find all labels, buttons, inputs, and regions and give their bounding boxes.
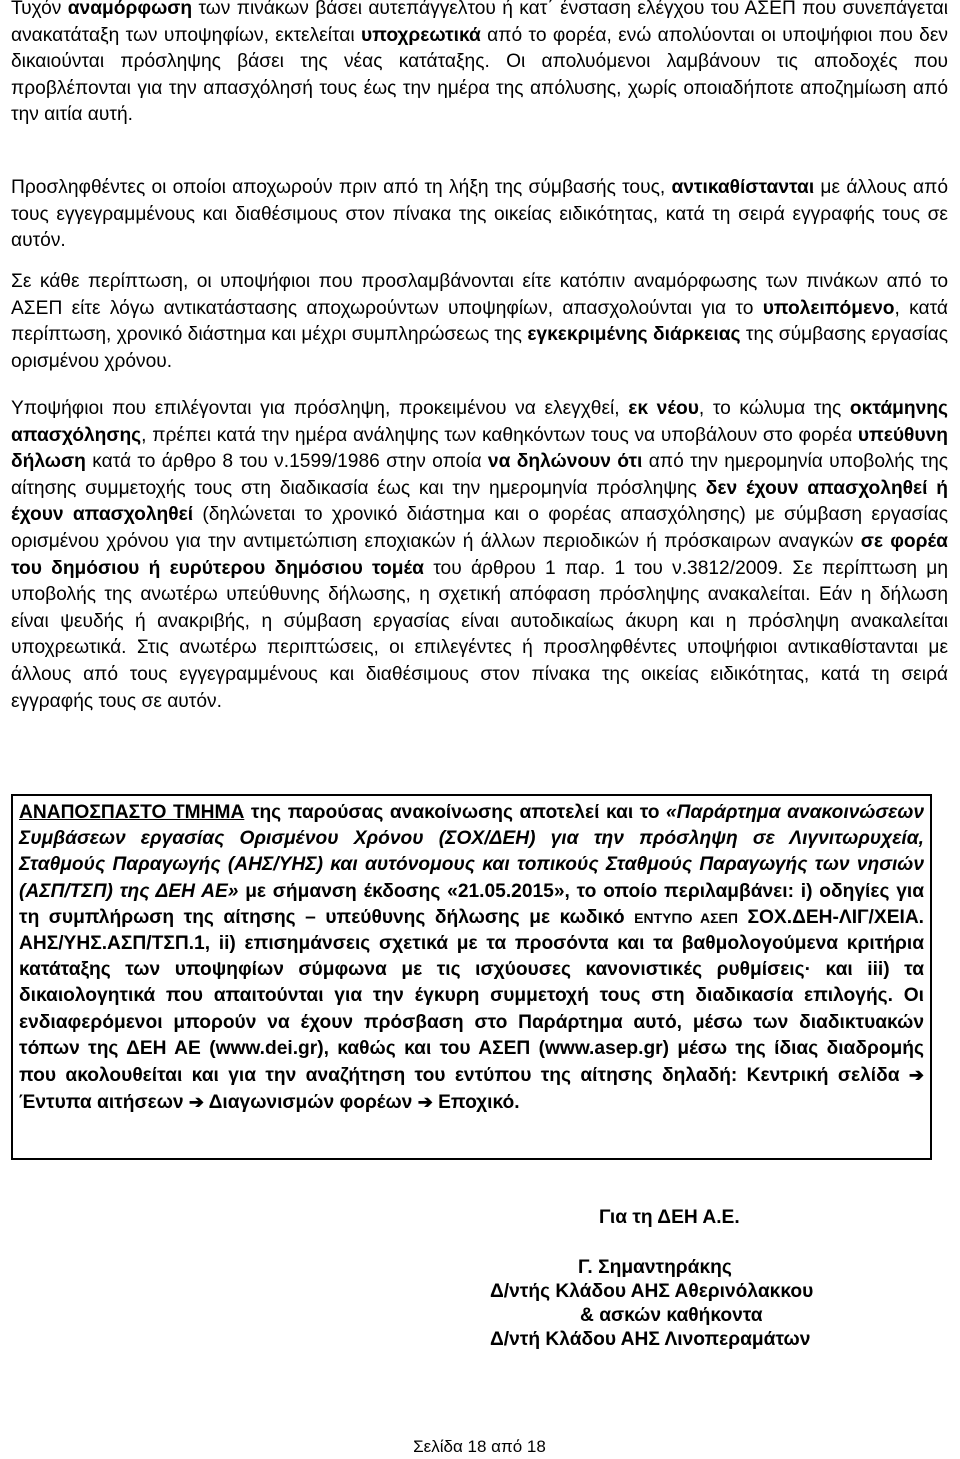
paragraph-solemn-declaration [11, 396, 948, 715]
notice-heading: ΑΝΑΠΟΣΠΑΣΤΟ ΤΜΗΜΑ [19, 802, 245, 823]
bold-text: να δηλώνουν ότι [487, 451, 643, 473]
text: από το φορέα, ενώ απολύονται οι υποψήφιοι που δεν δικαιούνται πρόσληψης βάσει της νέας κατάταξης. Οι απολυόμενοι λαμβάνουν τις αποδοχές που προβλέπονται για την απασχόλησή τους έως την ημέρα της απόλυσης, χωρίς οποιαδήποτε αποζημίωση από την αιτία αυτή. [11, 24, 948, 126]
bold-text: σε φορέα του δημόσιου ή ευρύτερου δημόσιου τομέα [11, 530, 948, 579]
text: Προσληφθέντες οι οποίοι αποχωρούν πριν από τη λήξη της σύμβασής τους, [11, 177, 672, 198]
bold-text: εκ νέου [628, 398, 699, 419]
text: Διαγωνισμών φορέων [204, 1092, 418, 1114]
arrow-right-icon: ➔ [417, 1092, 433, 1113]
arrow-right-icon: ➔ [188, 1092, 204, 1113]
paragraph-replacement [11, 175, 948, 255]
text: Τυχόν [11, 0, 68, 19]
text: , το κώλυμα της [698, 398, 850, 419]
bold-text: υπολειπόμενο [762, 297, 895, 319]
appendix-title: «Παράρτημα ανακοινώσεων Συμβάσεων εργασίας Ορισμένου Χρόνου (ΣΟΧ/ΔΕΗ) για την πρόσληψη σε Λιγνιτωρυχεία, Σταθμούς Παραγωγής (ΑΗΣ/ΥΗΣ) και αυτόνομους και τοπικούς Σταθμούς Παραγωγής των νησιών (ΑΣΠ/ΤΣΠ) της ΔΕΗ ΑΕ» [19, 802, 924, 902]
notice-text [19, 800, 924, 1116]
bold-text: υποχρεωτικά [361, 24, 481, 46]
text: του άρθρου 1 παρ. 1 του ν.3812/2009. Σε περίπτωση μη υποβολής της ανωτέρω υπεύθυνης δήλωσης, η σχετική απόφαση πρόσληψης ανακαλείται. Εάν η δήλωση είναι ψευδής ή ανακριβής, η σύμβαση εργασίας είναι αυτοδικαίως άκυρη και η πρόσληψη ανακαλείται υποχρεωτικά. Στις ανωτέρω περιπτώσεις, οι επιλεγέντες ή προσληφθέντες υποψήφιοι αντικαθίστανται με άλλους από τους εγγεγραμμένους και διαθέσιμους στον πίνακα της οικείας ειδικότητας, κατά τη σειρά εγγραφής τους σε αυτόν. [11, 557, 949, 712]
paragraph-reformation [11, 0, 948, 129]
text: με σήμανση έκδοσης «21.05.2015», το οποίο περιλαμβάνει: i) οδηγίες για τη συμπλήρωση της αίτησης – υπεύθυνης δήλωσης με κωδικό [19, 880, 924, 928]
text: της σύμβασης εργασίας ορισμένου χρόνου. [11, 324, 949, 372]
text: Σε κάθε περίπτωση, οι υποψήφιοι που προσλαμβάνονται είτε κατόπιν αναμόρφωσης των πινάκων από το ΑΣΕΠ είτε λόγω αντικατάστασης αποχωρούντων υποψηφίων, απασχολούνται για το [11, 271, 948, 319]
text: Υποψήφιοι που επιλέγονται για πρόσληψη, προκειμένου να ελεγχθεί, [11, 398, 629, 419]
text: των πινάκων βάσει αυτεπάγγελτου ή κατ΄ ένσταση ελέγχου του ΑΣΕΠ που συνεπάγεται ανακατάταξη των υποψηφίων, εκτελείται [11, 0, 948, 46]
bold-text: εγκεκριμένης διάρκειας [527, 324, 741, 346]
text: , κατά περίπτωση, χρονικό διάστημα και μέχρι συμπληρώσεως της [11, 297, 948, 346]
text: , πρέπει κατά την ημέρα ανάληψης των καθηκόντων τους να υποβάλουν στο φορέα [141, 424, 858, 446]
text: με άλλους από τους εγγεγραμμένους και διαθέσιμους στον πίνακα της οικείας ειδικότητας, κατά τη σειρά εγγραφής τους σε αυτόν. [11, 177, 948, 252]
text: της παρούσας ανακοίνωσης αποτελεί και το [244, 802, 667, 823]
signatory-name: Γ. Σημαντηράκης [578, 1257, 732, 1278]
text: Έντυπα αιτήσεων [19, 1092, 189, 1114]
bold-text: υπεύθυνη δήλωση [11, 424, 948, 473]
arrow-right-icon: ➔ [908, 1065, 924, 1086]
text: κατά το άρθρο 8 του ν.1599/1986 στην οποία [85, 451, 488, 473]
signatory-role: & ασκών καθήκοντα [580, 1305, 763, 1326]
paragraph-remaining-period [11, 269, 948, 375]
text: (δηλώνεται το χρονικό διάστημα και ο φορέας απασχόλησης) με σύμβαση εργασίας ορισμένου χρόνου για την αντιμετώπιση εποχιακών ή άλλων περιοδικών ή πρόσκαιρων αναγκών [11, 504, 949, 552]
text: από την ημερομηνία υποβολής της αίτησης συμμετοχής τους στη διαδικασία έως και την ημερομηνία πρόσληψης [11, 451, 949, 499]
bold-text: οκτάμηνης απασχόλησης [11, 398, 948, 446]
notice-box [11, 794, 932, 1160]
signatory-role: Δ/ντής Κλάδου ΑΗΣ Αθερινόλακκου [490, 1281, 814, 1302]
bold-text: δεν έχουν απασχοληθεί ή έχουν απασχοληθεί [11, 477, 949, 526]
signatory-role: Δ/ντή Κλάδου ΑΗΣ Λινοπεραμάτων [490, 1329, 811, 1350]
bold-text: αναμόρφωση [67, 0, 193, 19]
page-number: Σελίδα 18 από 18 [413, 1437, 546, 1456]
bold-text: αντικαθίστανται [671, 177, 815, 198]
signature-for-line: Για τη ΔΕΗ Α.Ε. [599, 1207, 740, 1228]
text: ΣΟΧ.ΔΕΗ-ΛΙΓ/ΧΕΙΑ. ΑΗΣ/ΥΗΣ.ΑΣΠ/ΤΣΠ.1, ii) επισημάνσεις σχετικά με τα προσόντα και τα βαθμολογούμενα κριτήρια κατάταξης των υποψηφίων σύμφωνα με τις ισχύουσες κανονιστικές ρυθμίσεις· και iii) τα δικαιολογητικά που απαιτούνται για την έγκυρη συμμετοχή τους στη διαδικασία επιλογής. Οι ενδιαφερόμενοι μπορούν να έχουν πρόσβαση στο Παράρτημα αυτό, μέσω των διαδικτυακών τόπων της ΔΕΗ ΑΕ (www.dei.gr), καθώς και του ΑΣΕΠ (www.asep.gr) μέσω της ίδιας διαδρομής που ακολουθείται και για την αναζήτηση του εντύπου της αίτησης δηλαδή: Κεντρική σελίδα [19, 906, 925, 1087]
text: Εποχικό. [432, 1092, 520, 1114]
form-code-label: ΕΝΤΥΠΟ ΑΣΕΠ [634, 909, 738, 926]
